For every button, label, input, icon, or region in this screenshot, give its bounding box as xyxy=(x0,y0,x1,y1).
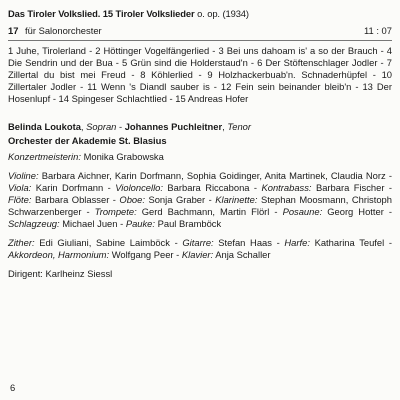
soloist-separator: - xyxy=(118,121,123,132)
conductor-name: Karlheinz Siessl xyxy=(45,268,113,279)
instrument-label: Pauke: xyxy=(125,218,155,229)
concertmaster-name: Monika Grabowska xyxy=(83,151,164,162)
player-names: Barbara Oblasser xyxy=(34,194,110,205)
instrument-label: Kontrabass: xyxy=(261,182,312,193)
singer-name: Johannes Puchleitner xyxy=(124,121,223,132)
instrument-label: Viola: xyxy=(8,182,32,193)
work-title-main: Das Tiroler Volkslied. 15 Tiroler Volkslieder xyxy=(8,8,195,19)
player-names: Michael Juen xyxy=(62,218,118,229)
player-names: Barbara Riccabona xyxy=(167,182,250,193)
instrument-label: Zither: xyxy=(8,237,35,248)
instrument-label: Klavier: xyxy=(181,249,214,260)
instrument-label: Posaune: xyxy=(282,206,323,217)
track-header xyxy=(8,25,392,37)
player-names: Paul Bramböck xyxy=(157,218,222,229)
singer-name: Belinda Loukota xyxy=(8,121,81,132)
player-names: Sonja Graber xyxy=(148,194,206,205)
booklet-page xyxy=(8,8,392,280)
instrument-label: Flöte: xyxy=(8,194,32,205)
instrument-label: Violine: xyxy=(8,170,39,181)
player-names: Edi Giuliani, Sabine Laimböck xyxy=(39,237,170,248)
player-names: Anja Schaller xyxy=(215,249,271,260)
conductor-line xyxy=(8,268,392,280)
instrument-label: Klarinette: xyxy=(215,194,258,205)
player-names: Karin Dorfmann xyxy=(35,182,104,193)
player-names: Stephan Moosmann, Christoph Schwarzenberger xyxy=(8,194,392,217)
player-names: Stefan Haas xyxy=(218,237,272,248)
player-names: Barbara Aichner, Karin Dorfmann, Sophia Goidinger, Anita Martinek, Claudia Norz xyxy=(41,170,386,181)
concertmaster-label: Konzertmeisterin: xyxy=(8,151,81,162)
singer-role: Tenor xyxy=(227,121,251,132)
conductor-label: Dirigent: xyxy=(8,268,43,279)
track-description: für Salonorchester xyxy=(25,25,102,36)
track-info xyxy=(8,25,102,37)
divider-rule xyxy=(8,40,392,41)
instrument-label: Harfe: xyxy=(284,237,310,248)
instrument-label: Trompete: xyxy=(94,206,137,217)
singer-role: Sopran xyxy=(86,121,117,132)
player-names: Barbara Fischer xyxy=(315,182,385,193)
instrument-label: Gitarre: xyxy=(182,237,214,248)
instrument-label: Violoncello: xyxy=(115,182,163,193)
ensemble-strings-winds: Violine: Barbara Aichner, Karin Dorfmann, Sophia Goidinger, Anita Martinek, Claudia Norz - Viola: Karin Dorfmann - Violoncello: Barbara Riccabona - Kontrabass: Barbara Fischer - Flöte: Barbara Oblasser - Oboe: Sonja Graber - Klarinette: Stephan Moosmann, Christoph Schwarzenberger - Trompete: Gerd Bachmann, Martin Flörl - Posaune: Georg Hotter - Schlagzeug: Michael Juen - Pauke: Paul Bramböck xyxy=(8,170,393,229)
player-names: Wolfgang Peer xyxy=(111,249,174,260)
work-title-opus: o. op. (1934) xyxy=(197,8,249,19)
track-duration: 11 : 07 xyxy=(364,25,392,36)
instrument-label: Akkordeon, Harmonium: xyxy=(8,249,110,260)
ensemble-others: Zither: Edi Giuliani, Sabine Laimböck - Gitarre: Stefan Haas - Harfe: Katharina Teufel - Akkordeon, Harmonium: Wolfgang Peer - Klavier: Anja Schaller xyxy=(8,237,392,260)
soloists-line: Belinda Loukota, Sopran - Johannes Puchleitner, Tenor xyxy=(8,121,251,132)
page-number: 6 xyxy=(10,382,16,393)
player-names: Gerd Bachmann, Martin Flörl xyxy=(141,206,270,217)
instrument-label: Oboe: xyxy=(119,194,145,205)
song-list: 1 Juhe, Tirolerland - 2 Höttinger Vogelfängerlied - 3 Bei uns dahoam is' a so der Brauch - 4 Die Sendrin und der Bua - 5 Grün sind die Holderstaud'n - 6 Der Stöftenschlager Jodler - 7 Zillertal du bist mei Freud - 8 Köhlerlied - 9 Holzhackerbuab'n. Schnaderhüpfel - 10 Zillertaler Jodler - 11 Wenn 's Diandl sauber is - 12 Fein sein beinander bleib'n - 13 Der Hosenlupf - 14 Spingeser Schlachtlied - 15 Andreas Hofer xyxy=(8,45,392,104)
orchestra-name: Orchester der Akademie St. Blasius xyxy=(8,135,167,146)
work-title xyxy=(8,8,392,20)
concertmaster-line xyxy=(8,151,392,163)
player-names: Georg Hotter xyxy=(327,206,384,217)
track-number: 17 xyxy=(8,25,19,36)
player-names: Katharina Teufel xyxy=(314,237,385,248)
instrument-label: Schlagzeug: xyxy=(8,218,60,229)
